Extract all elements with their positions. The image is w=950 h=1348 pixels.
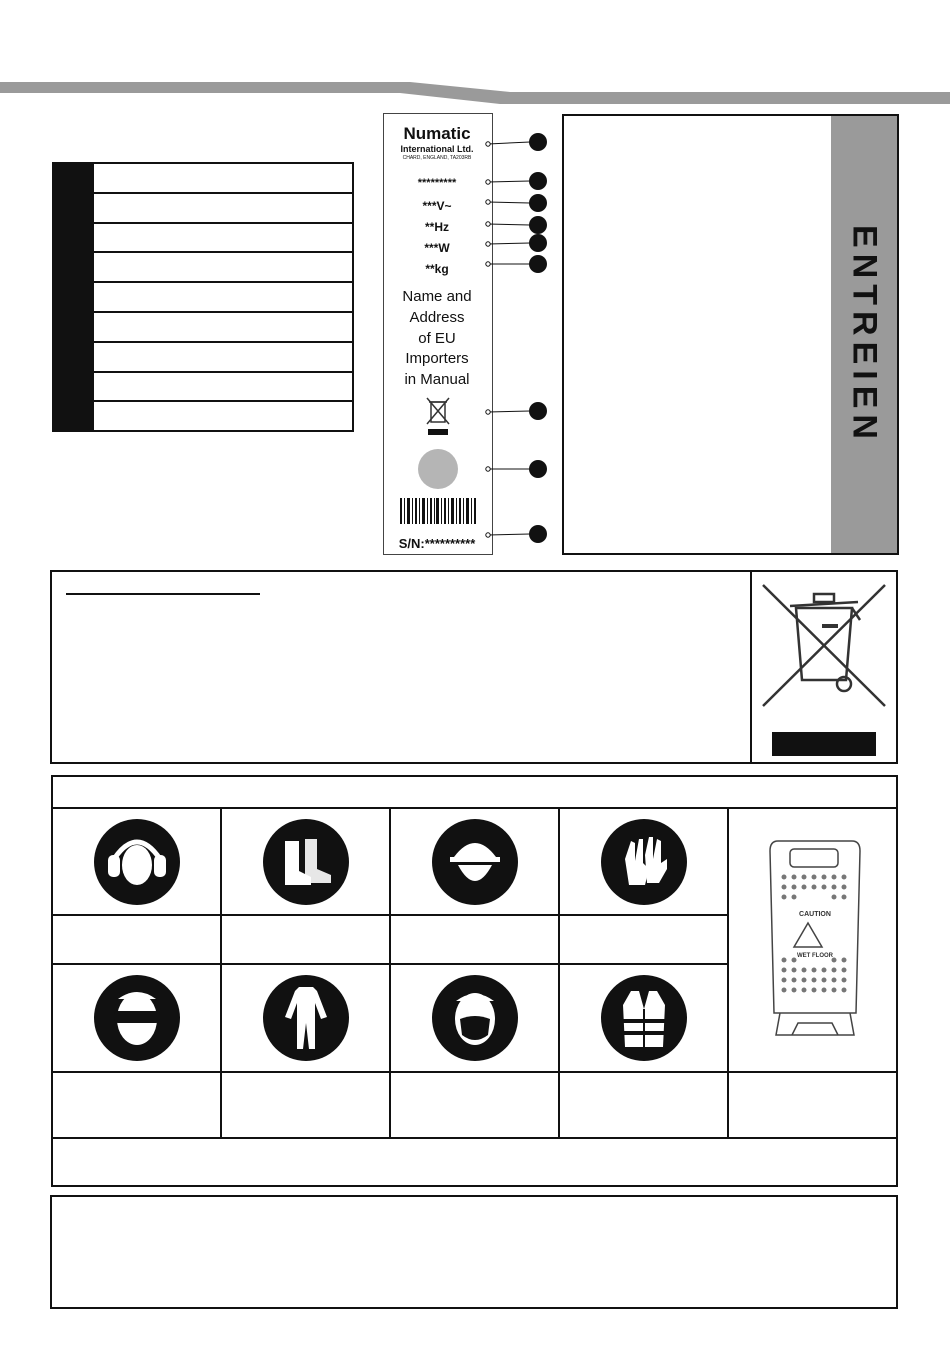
spec-key-cell <box>54 224 94 252</box>
spec-key-cell <box>54 194 94 222</box>
callout-dot <box>529 172 547 190</box>
overalls-icon <box>263 975 349 1061</box>
grid-line <box>389 807 391 1138</box>
callout-dot <box>529 234 547 252</box>
spec-table <box>52 162 354 432</box>
plate-importer-line3: of EU <box>418 330 456 347</box>
grid-line <box>53 807 896 809</box>
spec-row <box>54 283 352 313</box>
plate-weight: **kg <box>425 262 449 276</box>
weee-box <box>50 570 898 764</box>
plate-address: CHARD, ENGLAND, TA203RB <box>402 155 472 161</box>
plate-model: ********* <box>417 177 457 189</box>
spec-row <box>54 373 352 403</box>
plate-frequency: **Hz <box>424 220 449 234</box>
plate-importer-line2: Address <box>409 309 465 326</box>
plate-voltage: ***V~ <box>422 199 452 213</box>
callout-dot <box>529 194 547 212</box>
weee-heading-underline <box>66 593 260 595</box>
spec-key-cell <box>54 373 94 401</box>
rating-plate <box>383 113 493 555</box>
spec-key-cell <box>54 343 94 371</box>
spec-row <box>54 313 352 343</box>
spec-key-cell <box>54 164 94 192</box>
maintenance-tab-label: ENTREIEN <box>845 224 884 445</box>
grid-line <box>53 1137 896 1139</box>
face-mask-icon <box>432 975 518 1061</box>
callout-dot <box>529 460 547 478</box>
plate-brand: Numatic <box>403 124 471 143</box>
header-band <box>0 78 950 108</box>
callout-dot <box>529 402 547 420</box>
gloves-icon <box>601 819 687 905</box>
grid-line <box>53 914 729 916</box>
grid-line <box>53 963 729 965</box>
grid-line <box>727 807 729 1138</box>
spec-key-cell <box>54 283 94 311</box>
callout-dot <box>529 255 547 273</box>
grid-line <box>558 807 560 1138</box>
small-crossed-bin-icon <box>424 396 452 436</box>
plate-power: ***W <box>424 241 450 255</box>
spec-key-cell <box>54 313 94 341</box>
callout-dot <box>529 525 547 543</box>
approval-mark-circle <box>418 449 458 489</box>
weee-black-bar <box>772 732 876 756</box>
spec-row <box>54 194 352 224</box>
spec-key-cell <box>54 402 94 432</box>
safety-boots-icon <box>263 819 349 905</box>
maintenance-tab <box>831 116 897 553</box>
ear-protection-icon <box>94 819 180 905</box>
plate-importer-line5: in Manual <box>404 371 470 388</box>
sign-caution-label: CAUTION <box>799 911 831 918</box>
spec-row <box>54 253 352 283</box>
weee-divider <box>750 572 752 762</box>
plate-serial: S/N:********** <box>398 536 476 551</box>
crossed-bin-icon <box>760 580 890 710</box>
callout-dot <box>529 216 547 234</box>
maintenance-box <box>562 114 899 555</box>
barcode <box>400 498 476 524</box>
plate-company: International Ltd. <box>400 144 474 154</box>
sign-wet-floor-label: WET FLOOR <box>797 953 833 959</box>
spec-row <box>54 164 352 194</box>
wet-floor-sign-icon <box>764 835 866 1047</box>
spec-row <box>54 402 352 432</box>
hi-vis-vest-icon <box>601 975 687 1061</box>
callout-dot <box>529 133 547 151</box>
plate-importer-line4: Importers <box>405 350 469 367</box>
grid-line <box>220 807 222 1138</box>
plate-importer-line1: Name and <box>402 288 472 305</box>
notes-box <box>50 1195 898 1309</box>
hard-hat-icon <box>432 819 518 905</box>
spec-key-cell <box>54 253 94 281</box>
eye-protection-icon <box>94 975 180 1061</box>
callout-leaders <box>484 130 554 550</box>
ppe-box <box>51 775 898 1187</box>
spec-row <box>54 343 352 373</box>
grid-line <box>53 1071 896 1073</box>
spec-row <box>54 224 352 254</box>
